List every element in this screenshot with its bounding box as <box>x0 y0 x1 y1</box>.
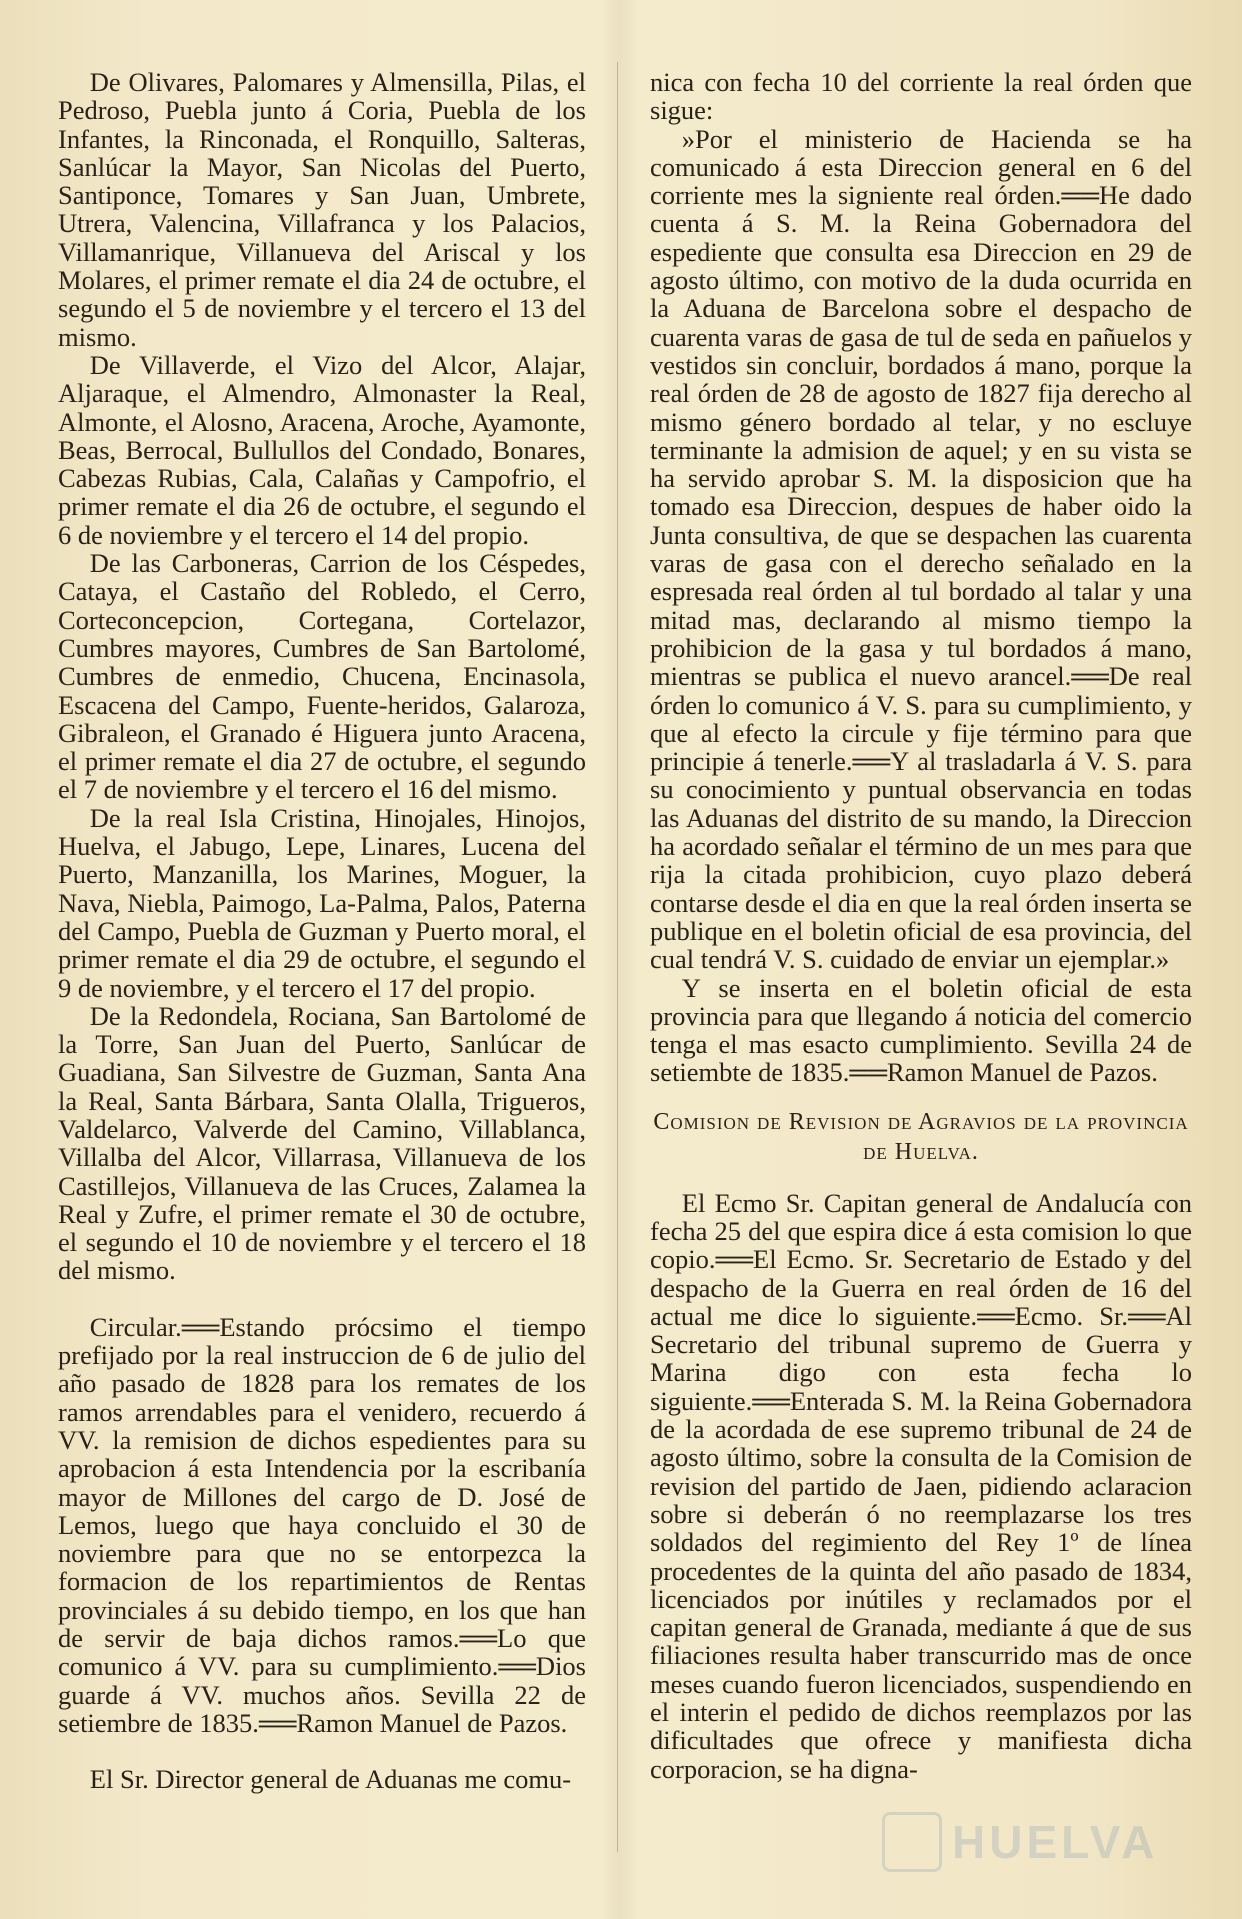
paragraph-redondela-towns: De la Redondela, Rociana, San Bartolomé de la Torre, San Juan del Puerto, Sanlúcar de Guadiana, San Silvestre de Guzman, Santa Ana la Real, Santa Bárbara, Santa Olalla, Trigueros, Valdelarco, Valverde del Camino, Villablanca, Villalba del Alcor, Villarrasa, Villanueva de los Castillejos, Villanueva de las Cruces, Zalamea la Real y Zufre, el primer remate el 30 de octubre, el segundo el 10 de noviembre y el tercero el 18 del mismo. <box>58 1000 586 1286</box>
section-heading-comision: Comision de Revision de Agravios de la provincia de Huelva. <box>653 1108 1189 1165</box>
paragraph-villaverde-towns: De Villaverde, el Vizo del Alcor, Alajar, Aljaraque, el Almendro, Almonaster la Real, Almonte, el Alosno, Aracena, Aroche, Ayamonte, Beas, Berrocal, Bullullos del Condado, Bonares, Cabezas Rubias, Cala, Calañas y Campofrio, el primer remate el dia 26 de octubre, el segundo el 6 de noviembre y el tercero el 14 del propio. <box>58 349 586 550</box>
paragraph-carboneras-towns: De las Carboneras, Carrion de los Céspedes, Cataya, el Castaño del Robledo, el Cerro, Corteconcepcion, Cortegana, Cortelazor, Cumbres mayores, Cumbres de San Bartolomé, Cumbres de enmedio, Chucena, Encinasola, Escacena del Campo, Fuente-heridos, Galaroza, Gibraleon, el Granado é Higuera junto Aracena, el primer remate el dia 27 de octubre, el segundo el 7 de noviembre y el tercero el 16 del mismo. <box>58 548 586 805</box>
watermark <box>882 1807 1192 1877</box>
archive-building-icon <box>882 1812 942 1872</box>
left-column <box>58 68 586 1794</box>
right-column <box>650 68 1192 1783</box>
paragraph-circular: Circular.══Estando prócsimo el tiempo prefijado por la real instruccion de 6 de julio del año pasado de 1828 para los remates de los ramos arrendables para el venidero, recuerdo á VV. la remision de dichos espedientes para su aprobacion á esta Intendencia por la escribanía mayor de Millones del cargo de D. José de Lemos, luego que haya concluido el 30 de noviembre para que no se entorpezca la formacion de los repartimientos de Rentas provinciales á su debido tiempo, en los que han de servir de baja dichos ramos.══Lo que comunico á VV. para su cumplimiento.══Dios guarde á VV. muchos años. Sevilla 22 de setiembre de 1835.══Ramon Manuel de Pazos. <box>58 1311 586 1738</box>
paragraph-capitan-general: El Ecmo Sr. Capitan general de Andalucía con fecha 25 del que espira dice á esta comision lo que copio.══El Ecmo. Sr. Secretario de Estado y del despacho de la Guerra en real órden de 16 del actual me dice lo siguiente.══Ecmo. Sr.══Al Secretario del tribunal supremo de Guerra y Marina digo con esta fecha lo siguiente.══Enterada S. M. la Reina Gobernadora de la acordada de ese supremo tribunal de 24 de agosto último, sobre la consulta de la Comision de revision del partido de Jaen, pidiendo aclaracion sobre si deberán ó no reemplazarse los tres soldados del regimiento del Rey 1º de línea procedentes de la quinta del año pasado de 1834, licenciados por inútiles y reclamados por el capitan general de Granada, mediante á que de sus filiaciones resulta haber transcurrido mas de once meses cuando fueron licenciados, suspendiendo en el interin el pedido de dichos reemplazos por las dificultades que ofrece y manifiesta dicha corporacion, se ha digna- <box>650 1187 1192 1784</box>
paragraph-real-orden-hacienda: »Por el ministerio de Hacienda se ha comunicado á esta Direccion general en 6 del corriente mes la signiente real órden.══He dado cuenta á S. M. la Reina Gobernadora del espediente que consulta esa Direccion en 29 de agosto último, con motivo de la duda ocurrida en la Aduana de Barcelona sobre el despacho de cuarenta varas de gasa de tul de seda en pañuelos y vestidos sin concluir, bordados á mano, porque la real órden de 28 de agosto de 1827 fija derecho al mismo género bordado al telar, y no escluye terminante la admision de aquel; y en su vista se ha servido aprobar S. M. la disposicion que ha tomado esa Direccion, despues de haber oido la Junta consultiva, de que se despachen las cuarenta varas de gasa con el derecho señalado en la espresada real órden al tul bordado al talar y una mitad mas, declarando al mismo tiempo la prohibicion de la gasa y tul bordados á mano, mientras se publica el nuevo arancel.══De real órden lo comunico á V. S. para su cumplimiento, y que al efecto la circule y fije término para que principie á tenerle.══Y al trasladarla á V. S. para su conocimiento y puntual observancia en todas las Aduanas del distrito de su mando, la Direccion ha acordado señalar el término de un mes para que rija la citada prohibicion, cuyo plazo deberá contarse desde el dia en que la real órden inserta se publique en el boletin oficial de esa provincia, del cual tendrá V. S. cuidado de enviar un ejemplar.» <box>650 123 1192 975</box>
page-fold-shadow <box>600 0 640 1919</box>
paragraph-director-aduanas: El Sr. Director general de Aduanas me comu- <box>89 1764 572 1795</box>
column-divider <box>617 62 618 1852</box>
paragraph-isla-cristina-towns: De la real Isla Cristina, Hinojales, Hinojos, Huelva, el Jabugo, Lepe, Linares, Lucena del Puerto, Manzanilla, los Marines, Moguer, la Nava, Niebla, Paimogo, La-Palma, Palos, Paterna del Campo, Puebla de Guzman y Puerto moral, el primer remate el dia 29 de octubre, el segundo el 9 de noviembre, y el tercero el 17 del propio. <box>58 802 586 1003</box>
paragraph-boletin-insert: Y se inserta en el boletin oficial de esta provincia para que llegando á noticia del comercio tenga el mas esacto cumplimiento. Sevilla 24 de setiembte de 1835.══Ramon Manuel de Pazos. <box>650 972 1192 1088</box>
paragraph-sevilla-towns: De Olivares, Palomares y Almensilla, Pilas, el Pedroso, Puebla junto á Coria, Puebla de los Infantes, la Rinconada, el Ronquillo, Salteras, Sanlúcar la Mayor, San Nicolas del Puerto, Santiponce, Tomares y San Juan, Umbrete, Utrera, Valencina, Villafranca y los Palacios, Villamanrique, Villanueva del Ariscal y los Molares, el primer remate el dia 24 de octubre, el segundo el 5 de noviembre y el tercero el 13 del mismo. <box>58 67 586 352</box>
paragraph-continuation: nica con fecha 10 del corriente la real órden que sigue: <box>650 67 1192 126</box>
watermark-text: HUELVA <box>952 1816 1159 1868</box>
